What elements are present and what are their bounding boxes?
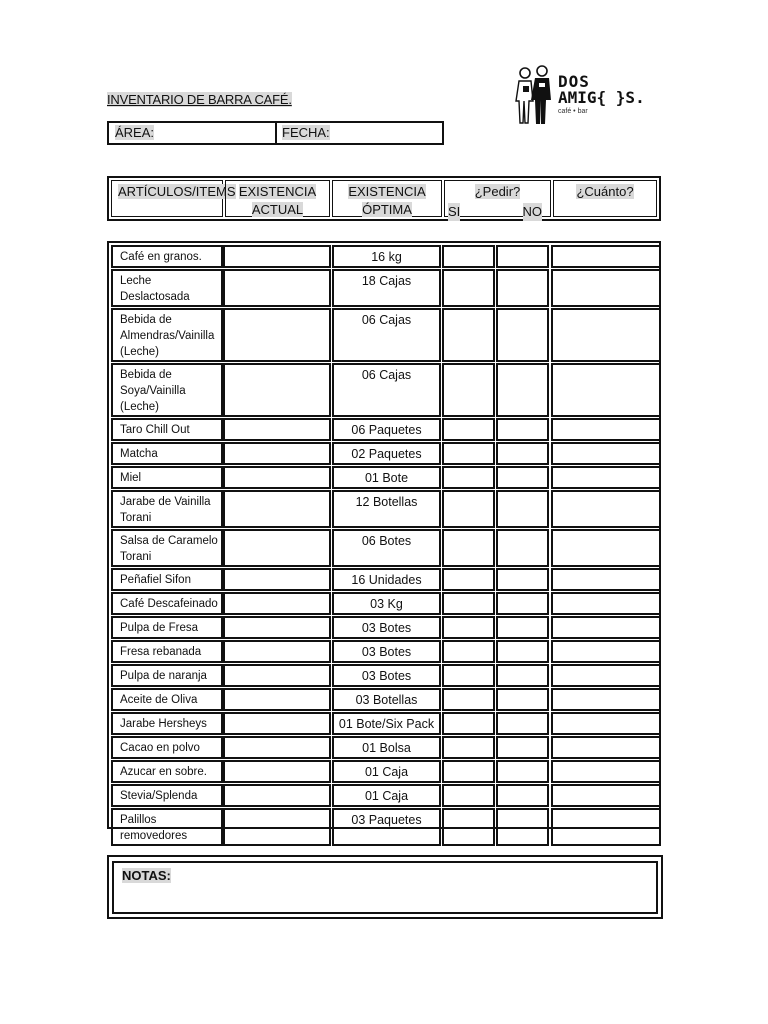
item-name-cell: Stevia/Splenda [111, 784, 223, 807]
order-yes-cell[interactable] [442, 760, 495, 783]
optimal-stock-cell: 06 Cajas [332, 363, 441, 417]
optimal-stock-cell: 06 Paquetes [332, 418, 441, 441]
area-label: ÁREA: [115, 125, 155, 140]
order-no-cell[interactable] [496, 592, 549, 615]
area-date-box [107, 121, 444, 145]
item-name-cell: Café en granos. [111, 245, 223, 268]
order-no-cell[interactable] [496, 688, 549, 711]
current-stock-cell[interactable] [223, 490, 331, 528]
optimal-stock-cell: 02 Paquetes [332, 442, 441, 465]
table-row [109, 784, 659, 807]
order-no-cell[interactable] [496, 568, 549, 591]
current-stock-cell[interactable] [223, 442, 331, 465]
order-yes-cell[interactable] [442, 640, 495, 663]
table-row [109, 568, 659, 591]
current-stock-cell[interactable] [223, 760, 331, 783]
order-yes-cell[interactable] [442, 466, 495, 489]
header-pedir-text: ¿Pedir? [474, 184, 521, 199]
header-cuanto-text: ¿Cuánto? [576, 184, 634, 199]
item-name-cell: Pulpa de Fresa [111, 616, 223, 639]
order-quantity-cell[interactable] [551, 640, 661, 663]
table-row [109, 712, 659, 735]
order-quantity-cell[interactable] [551, 529, 661, 567]
optimal-stock-cell: 16 kg [332, 245, 441, 268]
order-quantity-cell[interactable] [551, 363, 661, 417]
header-existencia-optima-line2: ÓPTIMA [362, 202, 412, 217]
current-stock-cell[interactable] [223, 688, 331, 711]
table-row [109, 466, 659, 489]
order-no-cell[interactable] [496, 269, 549, 307]
item-name-cell: Jarabe Hersheys [111, 712, 223, 735]
optimal-stock-cell: 06 Botes [332, 529, 441, 567]
item-name-cell: Leche Deslactosada [111, 269, 223, 307]
optimal-stock-cell: 03 Kg [332, 592, 441, 615]
notes-box [107, 855, 663, 919]
table-row [109, 363, 659, 417]
table-row [109, 529, 659, 567]
optimal-stock-cell: 03 Botes [332, 640, 441, 663]
item-name-cell: Café Descafeinado [111, 592, 223, 615]
order-yes-cell[interactable] [442, 529, 495, 567]
item-name-cell: Palillos removedores [111, 808, 223, 846]
order-no-cell[interactable] [496, 784, 549, 807]
order-quantity-cell[interactable] [551, 245, 661, 268]
item-name-cell: Salsa de Caramelo Torani [111, 529, 223, 567]
order-quantity-cell[interactable] [551, 308, 661, 362]
logo-word-amigos: AMIG{ }S. [558, 88, 645, 107]
optimal-stock-cell: 03 Paquetes [332, 808, 441, 846]
optimal-stock-cell: 18 Cajas [332, 269, 441, 307]
inventory-table [107, 241, 661, 842]
order-yes-cell[interactable] [442, 308, 495, 362]
current-stock-cell[interactable] [223, 466, 331, 489]
fecha-label: FECHA: [282, 125, 330, 140]
current-stock-cell[interactable] [223, 736, 331, 759]
current-stock-cell[interactable] [223, 363, 331, 417]
order-no-cell[interactable] [496, 760, 549, 783]
table-row [109, 760, 659, 783]
table-row [109, 664, 659, 687]
table-row [109, 592, 659, 615]
order-no-cell[interactable] [496, 736, 549, 759]
order-no-cell[interactable] [496, 490, 549, 528]
order-yes-cell[interactable] [442, 664, 495, 687]
document-title: INVENTARIO DE BARRA CAFÉ. [107, 92, 292, 107]
item-name-cell: Fresa rebanada [111, 640, 223, 663]
order-yes-cell[interactable] [442, 418, 495, 441]
header-existencia-actual-line2: ACTUAL [251, 202, 304, 217]
order-quantity-cell[interactable] [551, 736, 661, 759]
current-stock-cell[interactable] [223, 616, 331, 639]
logo-tagline: café • bar [558, 108, 588, 115]
current-stock-cell[interactable] [223, 640, 331, 663]
table-row [109, 269, 659, 307]
item-name-cell: Cacao en polvo [111, 736, 223, 759]
order-yes-cell[interactable] [442, 442, 495, 465]
order-quantity-cell[interactable] [551, 269, 661, 307]
current-stock-cell[interactable] [223, 308, 331, 362]
item-name-cell: Matcha [111, 442, 223, 465]
current-stock-cell[interactable] [223, 592, 331, 615]
optimal-stock-cell: 01 Bote/Six Pack [332, 712, 441, 735]
logo-word-dos: DOS [558, 72, 590, 91]
order-quantity-cell[interactable] [551, 688, 661, 711]
header-articulos-text: ARTÍCULOS/ITEMS [118, 184, 236, 199]
table-row [109, 616, 659, 639]
table-row [109, 736, 659, 759]
order-yes-cell[interactable] [442, 490, 495, 528]
current-stock-cell[interactable] [223, 529, 331, 567]
item-name-cell: Aceite de Oliva [111, 688, 223, 711]
item-name-cell: Jarabe de Vainilla Torani [111, 490, 223, 528]
optimal-stock-cell: 01 Bolsa [332, 736, 441, 759]
current-stock-cell[interactable] [223, 245, 331, 268]
current-stock-cell[interactable] [223, 568, 331, 591]
item-name-cell: Taro Chill Out [111, 418, 223, 441]
order-no-cell[interactable] [496, 363, 549, 417]
table-row [109, 442, 659, 465]
optimal-stock-cell: 03 Botes [332, 664, 441, 687]
optimal-stock-cell: 16 Unidades [332, 568, 441, 591]
order-no-cell[interactable] [496, 418, 549, 441]
header-pedir [444, 180, 551, 217]
optimal-stock-cell: 06 Cajas [332, 308, 441, 362]
order-quantity-cell[interactable] [551, 592, 661, 615]
item-name-cell: Miel [111, 466, 223, 489]
current-stock-cell[interactable] [223, 808, 331, 846]
order-quantity-cell[interactable] [551, 418, 661, 441]
order-no-cell[interactable] [496, 808, 549, 846]
order-quantity-cell[interactable] [551, 664, 661, 687]
order-quantity-cell[interactable] [551, 760, 661, 783]
item-name-cell: Pulpa de naranja [111, 664, 223, 687]
order-no-cell[interactable] [496, 245, 549, 268]
order-yes-cell[interactable] [442, 363, 495, 417]
optimal-stock-cell: 03 Botes [332, 616, 441, 639]
order-no-cell[interactable] [496, 442, 549, 465]
order-yes-cell[interactable] [442, 245, 495, 268]
brand-logo [514, 64, 650, 126]
order-no-cell[interactable] [496, 466, 549, 489]
order-quantity-cell[interactable] [551, 466, 661, 489]
optimal-stock-cell: 01 Caja [332, 784, 441, 807]
order-quantity-cell[interactable] [551, 712, 661, 735]
optimal-stock-cell: 03 Botellas [332, 688, 441, 711]
order-yes-cell[interactable] [442, 784, 495, 807]
order-quantity-cell[interactable] [551, 784, 661, 807]
order-yes-cell[interactable] [442, 568, 495, 591]
optimal-stock-cell: 01 Caja [332, 760, 441, 783]
order-yes-cell[interactable] [442, 808, 495, 846]
order-yes-cell[interactable] [442, 269, 495, 307]
order-no-cell[interactable] [496, 664, 549, 687]
header-si: SI [448, 204, 461, 219]
optimal-stock-cell: 12 Botellas [332, 490, 441, 528]
order-no-cell[interactable] [496, 308, 549, 362]
item-name-cell: Peñafiel Sifon [111, 568, 223, 591]
people-illustration-icon [514, 64, 554, 126]
header-existencia-optima-line1: EXISTENCIA [348, 184, 426, 199]
order-yes-cell[interactable] [442, 592, 495, 615]
notes-field[interactable] [112, 861, 658, 914]
header-existencia-actual-line1: EXISTENCIA [238, 184, 317, 199]
item-name-cell: Bebida de Almendras/Vainilla (Leche) [111, 308, 223, 362]
header-cuanto [553, 180, 657, 217]
order-quantity-cell[interactable] [551, 442, 661, 465]
notes-label: NOTAS: [122, 868, 171, 883]
current-stock-cell[interactable] [223, 712, 331, 735]
current-stock-cell[interactable] [223, 784, 331, 807]
table-row [109, 490, 659, 528]
table-row [109, 688, 659, 711]
order-no-cell[interactable] [496, 616, 549, 639]
order-no-cell[interactable] [496, 712, 549, 735]
current-stock-cell[interactable] [223, 664, 331, 687]
order-quantity-cell[interactable] [551, 490, 661, 528]
current-stock-cell[interactable] [223, 418, 331, 441]
order-yes-cell[interactable] [442, 736, 495, 759]
header-existencia-actual [225, 180, 330, 217]
order-yes-cell[interactable] [442, 616, 495, 639]
item-name-cell: Bebida de Soya/Vainilla (Leche) [111, 363, 223, 417]
table-row [109, 808, 659, 846]
header-articulos [111, 180, 236, 217]
order-yes-cell[interactable] [442, 688, 495, 711]
area-date-divider [275, 123, 277, 143]
order-yes-cell[interactable] [442, 712, 495, 735]
header-no: NO [522, 204, 542, 219]
table-row [109, 245, 659, 268]
header-existencia-optima [332, 180, 442, 217]
item-name-cell: Azucar en sobre. [111, 760, 223, 783]
table-row [109, 640, 659, 663]
order-no-cell[interactable] [496, 640, 549, 663]
order-quantity-cell[interactable] [551, 568, 661, 591]
table-row [109, 308, 659, 362]
order-quantity-cell[interactable] [551, 808, 661, 846]
order-no-cell[interactable] [496, 529, 549, 567]
current-stock-cell[interactable] [223, 269, 331, 307]
order-quantity-cell[interactable] [551, 616, 661, 639]
table-row [109, 418, 659, 441]
optimal-stock-cell: 01 Bote [332, 466, 441, 489]
table-header [107, 176, 661, 221]
